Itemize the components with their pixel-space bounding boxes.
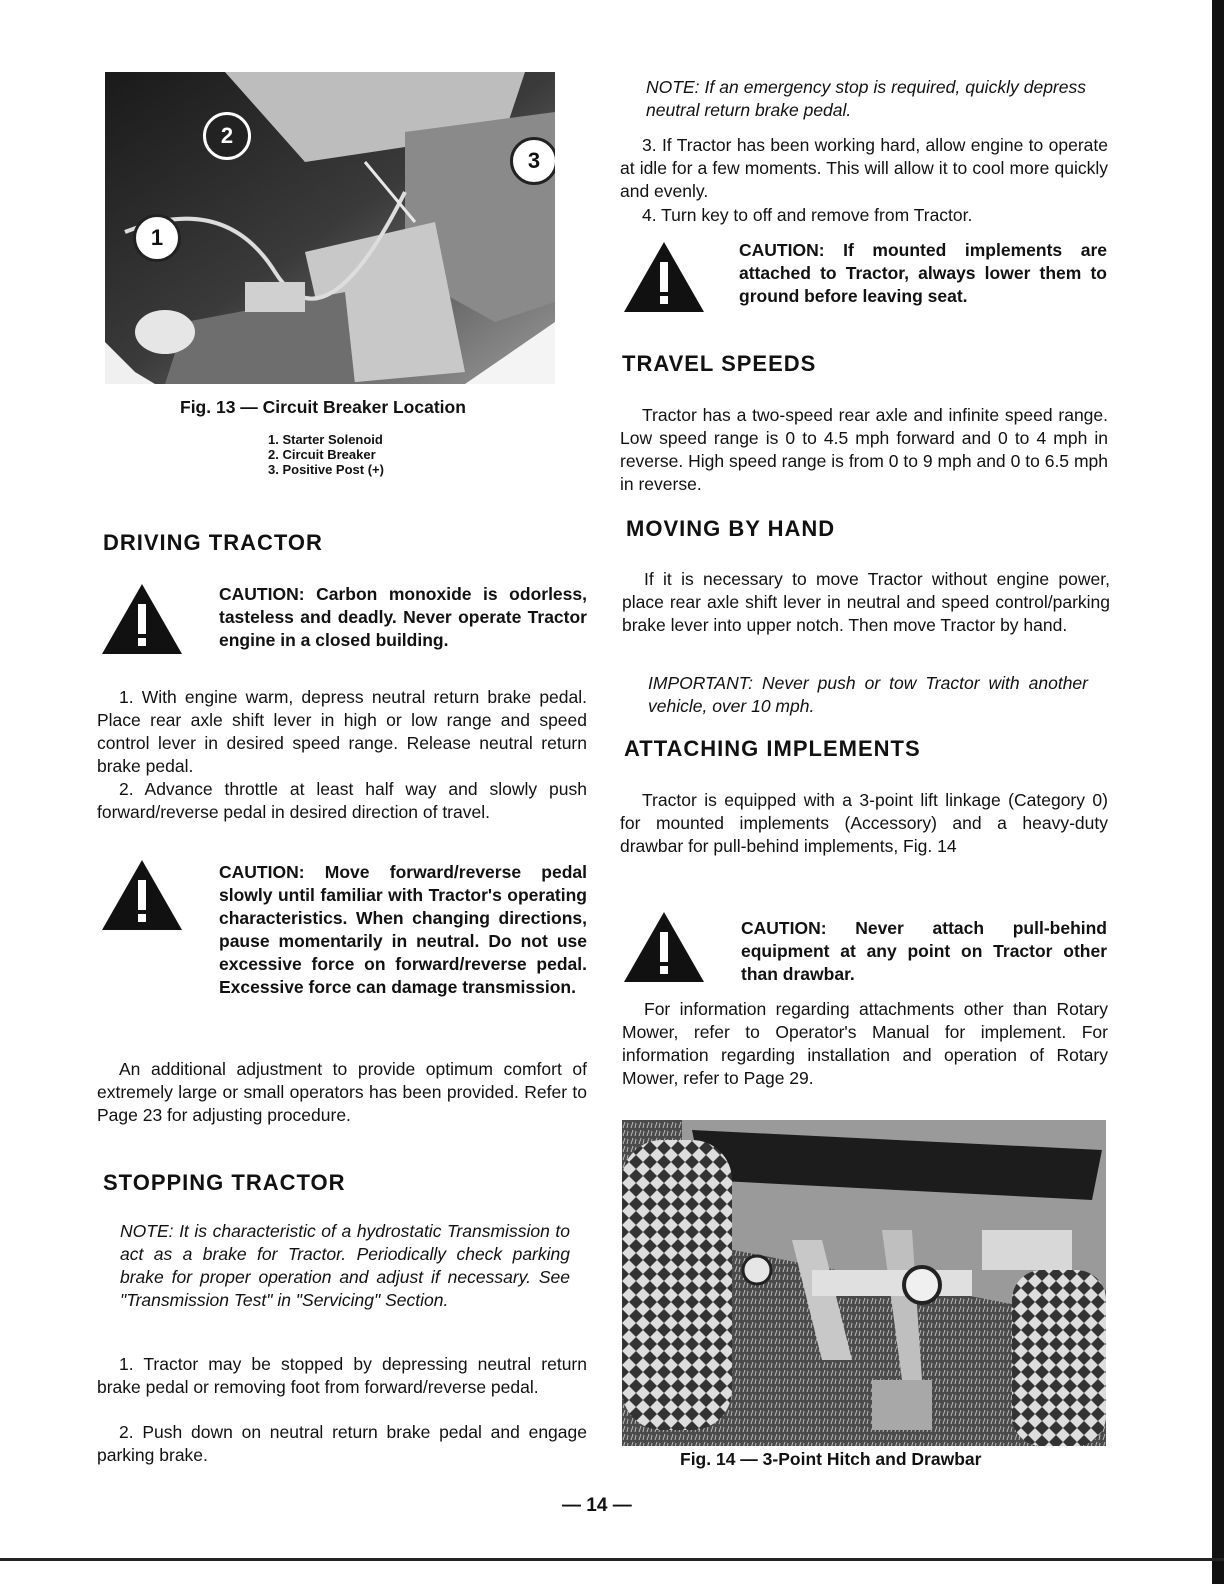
warning-icon: [622, 910, 706, 984]
attaching-heading: ATTACHING IMPLEMENTS: [624, 736, 921, 761]
page-number: — 14 —: [562, 1495, 632, 1516]
stopping-step-1: 1. Tractor may be stopped by depressing neutral return brake pedal or removing foot from forward/reverse pedal.: [97, 1354, 587, 1397]
stopping-note: NOTE: It is characteristic of a hydrostatic Transmission to act as a brake for Tractor. Periodically check parking brake for proper operation and adjust if necessary. See "Transmission Test" in "Servicing" Section.: [120, 1221, 570, 1310]
stopping-heading: STOPPING TRACTOR: [103, 1170, 346, 1195]
warning-icon: [100, 858, 184, 932]
warning-icon: [622, 240, 706, 314]
stopping-step-3: 3. If Tractor has been working hard, allow engine to operate at idle for a few moments. This will allow it to cool more quickly and evenly.: [620, 135, 1108, 201]
fig13-caption: Fig. 13 — Circuit Breaker Location: [180, 397, 466, 417]
stopping-step-2: 2. Push down on neutral return brake pedal and engage parking brake.: [97, 1422, 587, 1465]
driving-caution-1: CAUTION: Carbon monoxide is odorless, tasteless and deadly. Never operate Tractor engine in a closed building.: [219, 584, 587, 650]
fig13-photo: [105, 72, 555, 384]
callout-3-label: 3: [527, 148, 541, 173]
driving-caution-2: CAUTION: Move forward/reverse pedal slowly until familiar with Tractor's operating characteristics. When changing directions, pause momentarily in neutral. Do not use excessive force on forward/reverse pedal. Excessive force can damage transmission.: [219, 862, 587, 997]
emergency-note: NOTE: If an emergency stop is required, quickly depress neutral return brake pedal.: [646, 77, 1086, 120]
hitch-drawbar-photo: [622, 1120, 1106, 1446]
callout-2-label: 2: [220, 123, 234, 148]
warning-icon: [100, 582, 184, 656]
callout-1-label: 1: [150, 225, 164, 250]
legend-item: 3. Positive Post (+): [268, 462, 384, 477]
scan-bottom-line: [0, 1558, 1224, 1561]
callout-1: [133, 214, 181, 262]
implements-caution: CAUTION: If mounted implements are attached to Tractor, always lower them to ground before leaving seat.: [739, 240, 1107, 306]
moving-heading: MOVING BY HAND: [626, 516, 836, 541]
travel-heading: TRAVEL SPEEDS: [622, 351, 817, 376]
fig14-caption: Fig. 14 — 3-Point Hitch and Drawbar: [680, 1449, 982, 1469]
attaching-text: Tractor is equipped with a 3-point lift linkage (Category 0) for mounted implements (Accessory) and a heavy-duty drawbar for pull-behind implements, Fig. 14: [620, 790, 1108, 856]
callout-2: [203, 112, 251, 160]
legend-item: 2. Circuit Breaker: [268, 447, 376, 462]
fig13-legend: [268, 432, 384, 477]
driving-step-2: 2. Advance throttle at least half way and slowly push forward/reverse pedal in desired direction of travel.: [97, 779, 587, 822]
moving-important: IMPORTANT: Never push or tow Tractor with another vehicle, over 10 mph.: [648, 673, 1088, 716]
driving-step-1: 1. With engine warm, depress neutral return brake pedal. Place rear axle shift lever in high or low range and speed control lever in desired speed range. Release neutral return brake pedal.: [97, 687, 587, 776]
attaching-info: For information regarding attachments other than Rotary Mower, refer to Operator's Manual for implement. For information regarding installation and operation of Rotary Mower, refer to Page 29.: [622, 999, 1108, 1088]
fig14-photo: [622, 1120, 1106, 1446]
driving-heading: DRIVING TRACTOR: [103, 530, 323, 555]
callout-3: [510, 137, 555, 185]
travel-text: Tractor has a two-speed rear axle and infinite speed range. Low speed range is 0 to 4.5 mph forward and 0 to 4 mph in reverse. High speed range is from 0 to 9 mph and 0 to 6.5 mph in reverse.: [620, 405, 1108, 494]
scan-edge-bar: [1212, 0, 1224, 1584]
attaching-caution: CAUTION: Never attach pull-behind equipment at any point on Tractor other than drawbar.: [741, 918, 1107, 984]
driving-adjust: An additional adjustment to provide optimum comfort of extremely large or small operators has been provided. Refer to Page 23 for adjusting procedure.: [97, 1059, 587, 1125]
stopping-step-4: 4. Turn key to off and remove from Tractor.: [642, 205, 973, 225]
moving-text: If it is necessary to move Tractor without engine power, place rear axle shift lever in neutral and speed control/parking brake lever into upper notch. Then move Tractor by hand.: [622, 569, 1110, 635]
legend-item: 1. Starter Solenoid: [268, 432, 383, 447]
